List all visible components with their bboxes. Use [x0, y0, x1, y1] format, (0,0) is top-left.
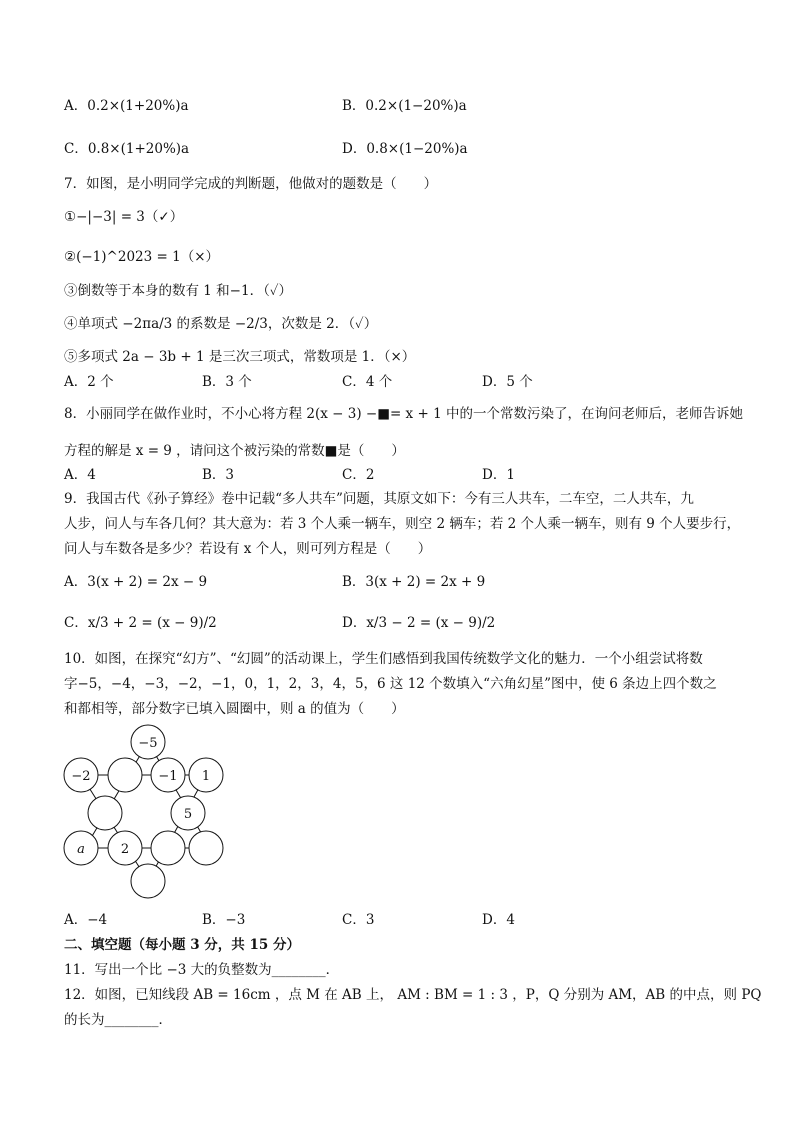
- q7-statement-3: ③倒数等于本身的数有 1 和−1．（✓）: [64, 283, 293, 299]
- q10-option-c: C．3: [342, 912, 375, 928]
- q12-stem-line-2: 的长为________．: [64, 1012, 172, 1028]
- q8-option-d: D．1: [482, 467, 515, 483]
- q8-option-c: C．2: [342, 467, 375, 483]
- q6-option-b: B．0.2×(1−20%)a: [342, 98, 467, 114]
- q7-option-b: B．3 个: [202, 374, 252, 390]
- star-label-inner-bottom-left: 2: [120, 842, 130, 857]
- q9-option-c: C．x/3 + 2 = (x − 9)/2: [64, 615, 217, 631]
- q8-option-b: B．3: [202, 467, 235, 483]
- q9-option-b: B．3(x + 2) = 2x + 9: [342, 574, 486, 590]
- q10-option-b: B．−3: [202, 912, 246, 928]
- q8-option-a: A．4: [64, 467, 96, 483]
- q10-option-d: D．4: [482, 912, 515, 928]
- magic-star-figure: [55, 722, 235, 907]
- q9-stem-line-3: 问人与车数各是多少？若设有 x 个人，则可列方程是（ ）: [64, 541, 432, 557]
- q6-option-a: A．0.2×(1+20%)a: [64, 98, 189, 114]
- star-label-inner-top-right: −1: [158, 769, 178, 784]
- star-circle-left-upper: [88, 796, 122, 830]
- star-label-top-right: 1: [201, 769, 211, 784]
- star-label-right-upper: 5: [183, 807, 193, 822]
- star-label-bottom-left: a: [77, 842, 85, 857]
- section-heading: 二、填空题（每小题 3 分，共 15 分）: [64, 937, 300, 953]
- q7-option-c: C．4 个: [342, 374, 393, 390]
- q6-option-c: C．0.8×(1+20%)a: [64, 141, 190, 157]
- q9-option-d: D．x/3 − 2 = (x − 9)/2: [342, 615, 496, 631]
- q10-stem-line-3: 和都相等，部分数字已填入圆圈中，则 a 的值为（ ）: [64, 701, 405, 717]
- star-circle-bottom: [131, 864, 165, 898]
- q10-stem-line-2: 字−5，−4，−3，−2，−1，0，1，2，3，4，5，6 这 12 个数填入“六角幻星”图中，使 6 条边上四个数之: [64, 676, 717, 692]
- q7-statement-5: ⑤多项式 2a − 3b + 1 是三次三项式，常数项是 1．（×）: [64, 349, 416, 365]
- q6-option-d: D．0.8×(1−20%)a: [342, 141, 468, 157]
- q10-stem-line-1: 10．如图，在探究“幻方”、“幻圆”的活动课上，学生们感悟到我国传统数学文化的魅力．一个小组尝试将数: [64, 651, 703, 667]
- star-circle-inner-bottom-right: [151, 831, 185, 865]
- q10-option-a: A．−4: [64, 912, 108, 928]
- q7-statement-4: ④单项式 −2πa/3 的系数是 −2/3，次数是 2．（✓）: [64, 316, 378, 332]
- q7-stem: 7．如图，是小明同学完成的判断题，他做对的题数是（ ）: [64, 176, 438, 192]
- q7-option-a: A．2 个: [64, 374, 114, 390]
- q7-option-d: D．5 个: [482, 374, 533, 390]
- q7-statement-2: ②(−1)^2023 = 1（×）: [64, 249, 219, 265]
- q12-stem-line-1: 12．如图，已知线段 AB = 16cm ，点 M 在 AB 上， AM : BM = 1 : 3 ，P，Q 分别为 AM，AB 的中点，则 PQ: [64, 987, 762, 1003]
- q8-stem-line-2: 方程的解是 x = 9 ，请问这个被污染的常数■是（ ）: [64, 443, 405, 459]
- q9-option-a: A．3(x + 2) = 2x − 9: [64, 574, 208, 590]
- star-label-top-left: −2: [71, 769, 91, 784]
- q11-stem: 11．写出一个比 −3 大的负整数为________．: [64, 962, 340, 978]
- q9-stem-line-1: 9．我国古代《孙子算经》卷中记载“多人共车”问题，其原文如下：今有三人共车，二车空，二人共车，九: [64, 491, 694, 507]
- q9-stem-line-2: 人步，问人与车各几何？其大意为：若 3 个人乘一辆车，则空 2 辆车；若 2 个人乘一辆车，则有 9 个人要步行，: [64, 516, 741, 532]
- star-circle-inner-top-left: [108, 758, 142, 792]
- q8-stem-line-1: 8．小丽同学在做作业时，不小心将方程 2(x − 3) −■= x + 1 中的一个常数污染了，在询问老师后，老师告诉她: [64, 406, 743, 422]
- star-label-top: −5: [138, 736, 158, 751]
- q7-statement-1: ①−|−3| = 3（✓）: [64, 209, 184, 225]
- star-circle-bottom-right: [189, 831, 223, 865]
